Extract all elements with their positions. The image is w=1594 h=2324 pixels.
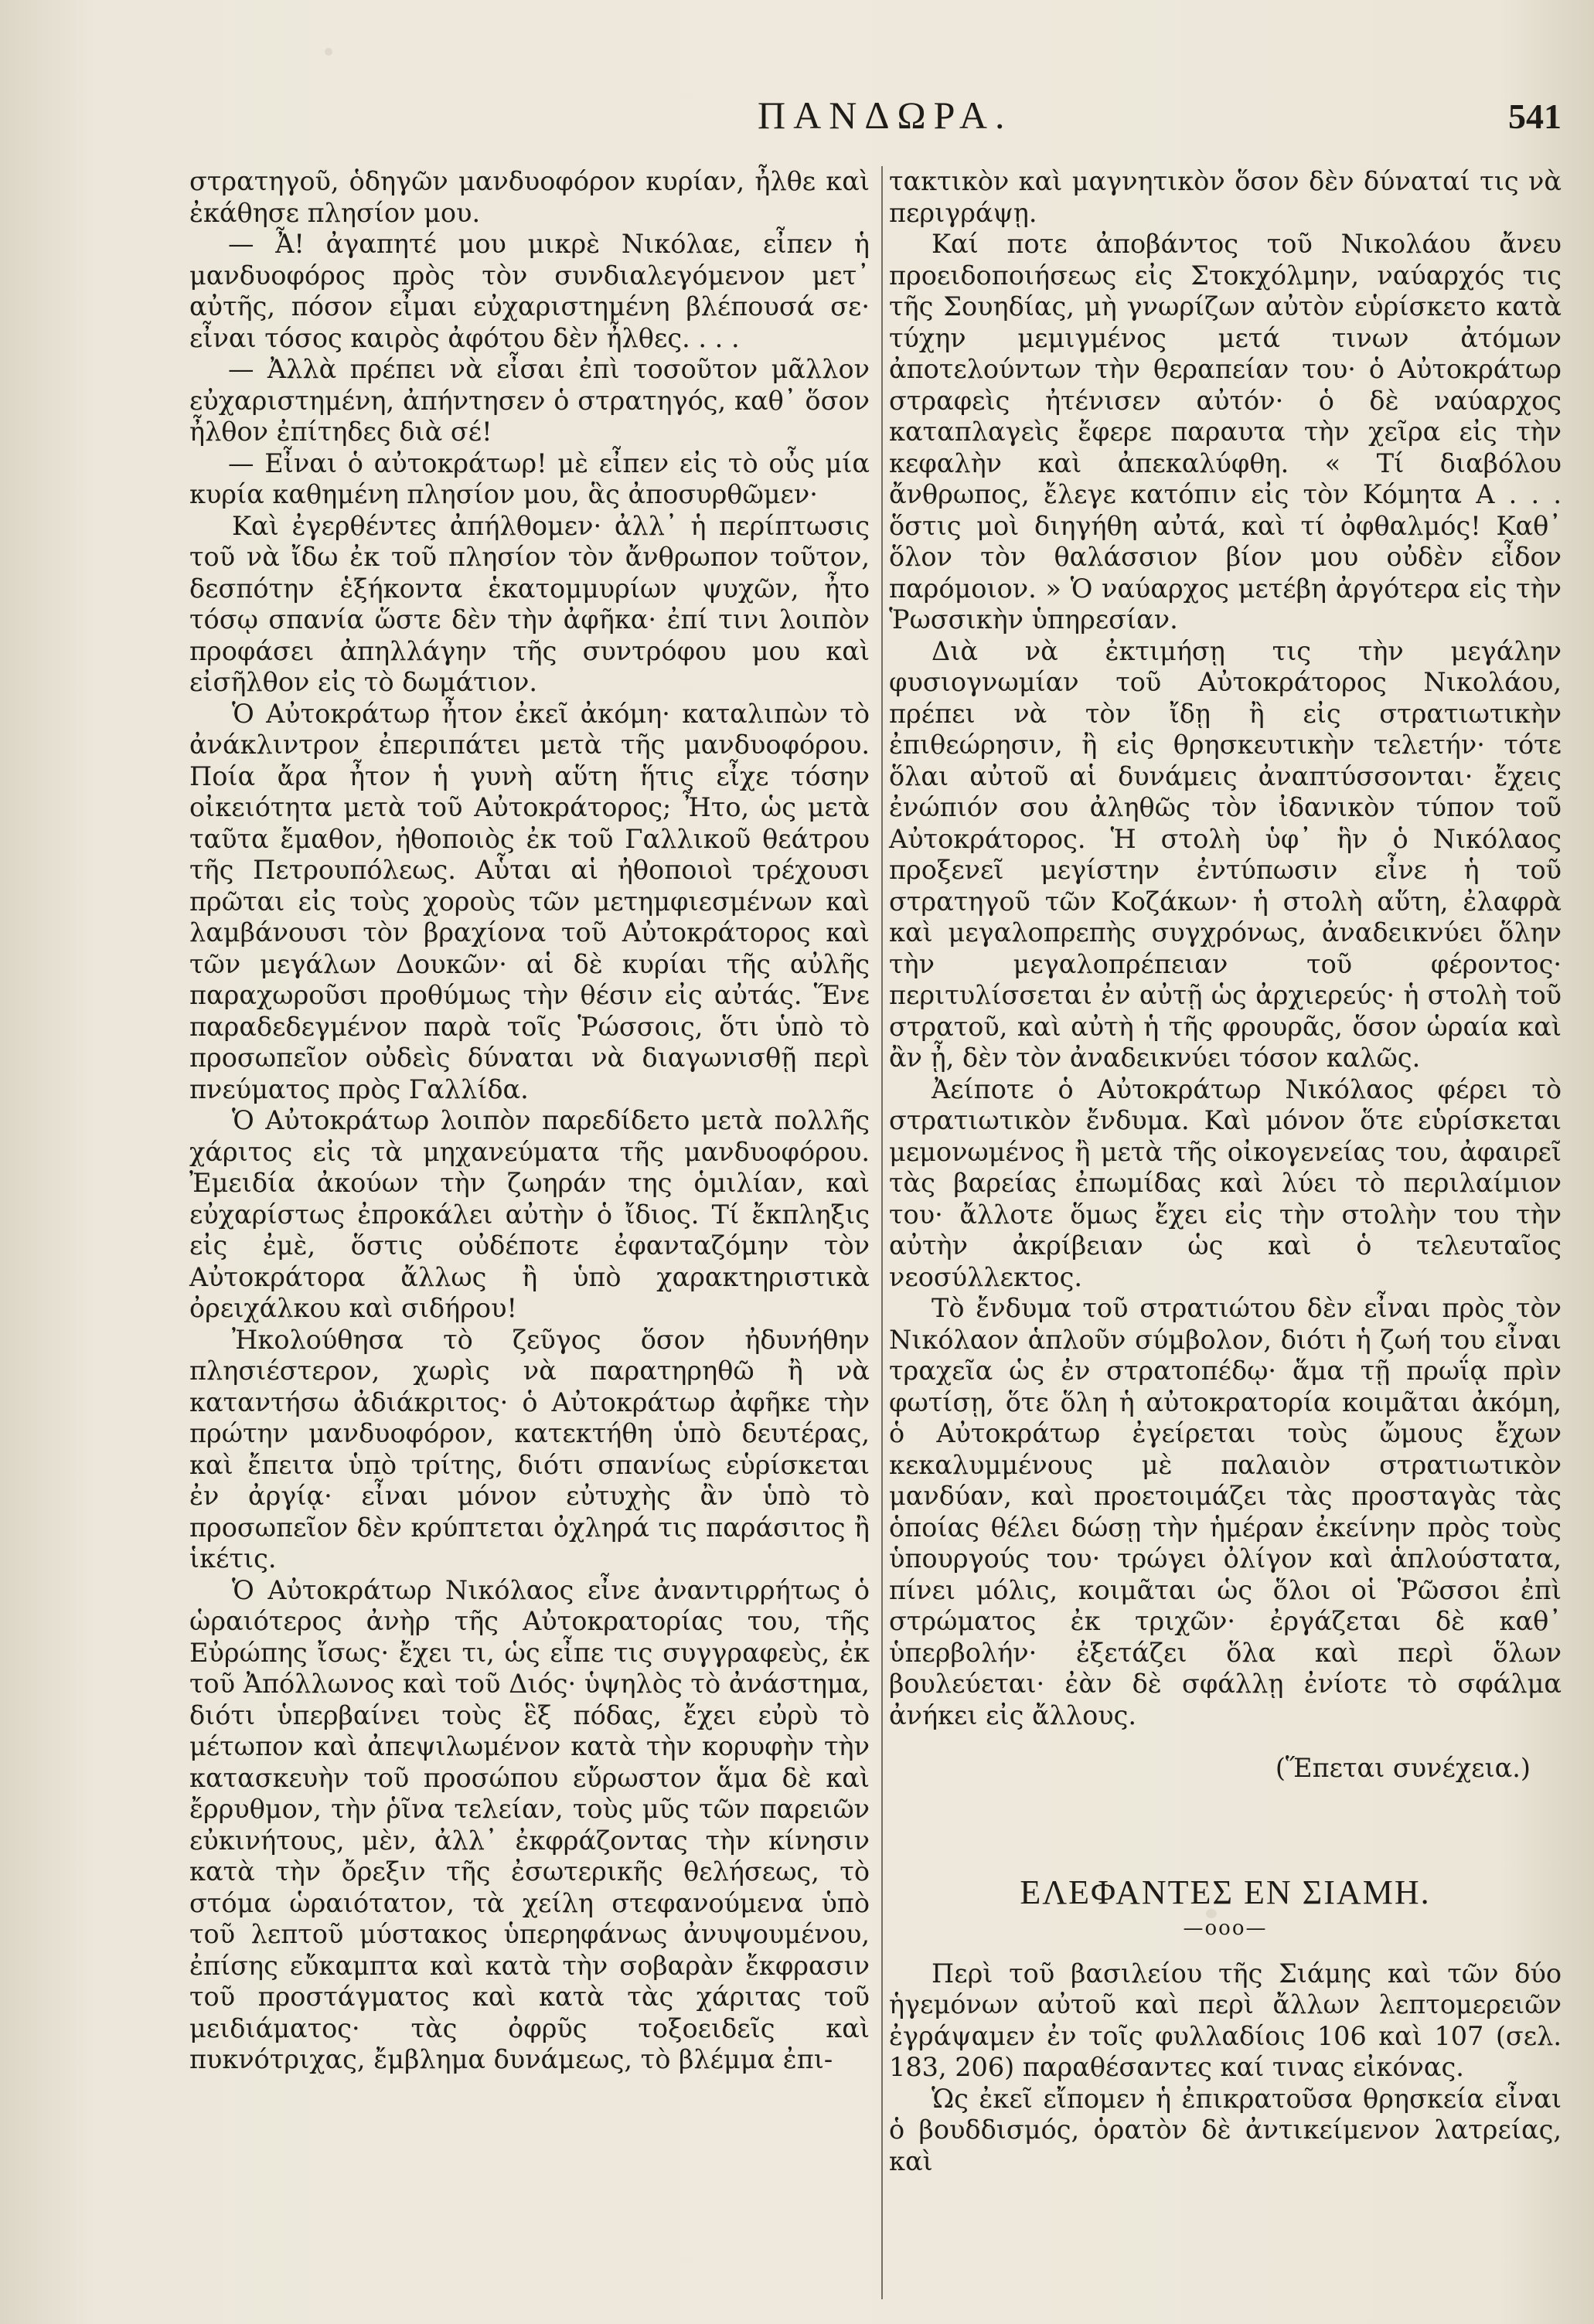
paragraph: Ὁ Αὐτοκράτωρ λοιπὸν παρεδίδετο μετὰ πολλῆς χάριτος εἰς τὰ μηχανεύματα τῆς μανδυοφόρου. Ἐμειδία ἀκούων τὴν ζωηράν της ὁμιλίαν, καὶ εὐχαρίστως ἐπροκάλει αὐτὴν ὁ ἴδιος. Τί ἔκπληξις εἰς ἐμὲ, ὅστις οὐδέποτε ἐφανταζόμην τὸν Αὐτοκράτορα ἄλλως ἢ ὑπὸ χαρακτηριστικὰ ὀρειχάλκου καὶ σιδήρου! bbox=[189, 1105, 870, 1323]
paragraph: Ὡς ἐκεῖ εἴπομεν ἡ ἐπικρατοῦσα θρησκεία εἶναι ὁ βουδδισμός, ὁρατὸν δὲ ἀντικείμενον λατρείας, καὶ bbox=[889, 2083, 1562, 2176]
continued-note: (Ἕπεται συνέχεια.) bbox=[1275, 1753, 1531, 1783]
paragraph: Ἀείποτε ὁ Αὐτοκράτωρ Νικόλαος φέρει τὸ στρατιωτικὸν ἔνδυμα. Καὶ μόνον ὅτε εὑρίσκεται μεμονωμένος ἢ μετὰ τῆς οἰκογενείας του, ἀφαιρεῖ τὰς βαρείας ἐπωμίδας καὶ λύει τὸ περιλαίμιον του· ἄλλοτε ὅμως ἔχει εἰς τὴν στολὴν του τὴν αὐτὴν ἀκρίβειαν ὡς καὶ ὁ τελευταῖος νεοσύλλεκτος. bbox=[889, 1074, 1562, 1292]
paragraph: Καί ποτε ἀποβάντος τοῦ Νικολάου ἄνευ προειδοποιήσεως εἰς Στοκχόλμην, ναύαρχός τις τῆς Σουηδίας, μὴ γνωρίζων αὐτὸν εὑρίσκετο κατὰ τύχην μεμιγμένος μετά τινων ἀτόμων ἀποτελούντων τὴν θεραπείαν του· ὁ Αὐτοκράτωρ στραφεὶς ἠτένισεν αὐτόν· ὁ δὲ ναύαρχος καταπλαγεὶς ἔφερε παραυτα τὴν χεῖρα εἰς τὴν κεφαλὴν καὶ ἀπεκαλύφθη. « Τί διαβόλου ἄνθρωπος, ἔλεγε κατόπιν εἰς τὸν Κόμητα Α . . . ὅστις μοὶ διηγήθη αὐτά, καὶ τί ὀφθαλμός! Καθ᾽ ὅλον τὸν θαλάσσιον βίον μου οὐδὲν εἶδον παρόμοιον. » Ὁ ναύαρχος μετέβη ἀργότερα εἰς τὴν Ῥωσσικὴν ὑπηρεσίαν. bbox=[889, 229, 1562, 635]
paragraph: Ὁ Αὐτοκράτωρ ἦτον ἐκεῖ ἀκόμη· καταλιπὼν τὸ ἀνάκλιντρον ἐπεριπάτει μετὰ τῆς μανδυοφόρου. Ποία ἄρα ἦτον ἡ γυνὴ αὕτη ἥτις εἶχε τόσην οἰκειότητα μετὰ τοῦ Αὐτοκράτορος; Ἦτο, ὡς μετὰ ταῦτα ἔμαθον, ἠθοποιὸς ἐκ τοῦ Γαλλικοῦ θεάτρου τῆς Πετρουπόλεως. Αὗται αἱ ἠθοποιοὶ τρέχουσι πρῶται εἰς τοὺς χοροὺς τῶν μετημφιεσμένων καὶ λαμβάνουσι τὸν βραχίονα τοῦ Αὐτοκράτορος καὶ τῶν μεγάλων Δουκῶν· αἱ δὲ κυρίαι τῆς αὐλῆς παραχωροῦσι προθύμως τὴν θέσιν εἰς αὐτάς. Ἕνε παραδεδεγμένον παρὰ τοῖς Ῥώσσοις, ὅτι ὑπὸ τὸ προσωπεῖον οὐδεὶς δύναται νὰ διαγωνισθῇ περὶ πνεύματος πρὸς Γαλλίδα. bbox=[189, 698, 870, 1104]
paragraph: Διὰ νὰ ἐκτιμήσῃ τις τὴν μεγάλην φυσιογνωμίαν τοῦ Αὐτοκράτορος Νικολάου, πρέπει νὰ τὸν ἴδῃ ἢ εἰς στρατιωτικὴν ἐπιθεώρησιν, ἢ εἰς θρησκευτικὴν τελετήν· τότε ὅλαι αὐτοῦ αἱ δυνάμεις ἀναπτύσσονται· ἔχεις ἐνώπιόν σου ἀληθῶς τὸν ἰδανικὸν τύπον τοῦ Αὐτοκράτορος. Ἡ στολὴ ὑφ᾽ ἣν ὁ Νικόλαος προξενεῖ μεγίστην ἐντύπωσιν εἶνε ἡ τοῦ στρατηγοῦ τῶν Κοζάκων· ἡ στολὴ αὕτη, ἐλαφρὰ καὶ μεγαλοπρεπὴς συγχρόνως, ἀναδεικνύει ὅλην τὴν μεγαλοπρέπειαν τοῦ φέροντος· περιτυλίσσεται ἐν αὐτῇ ὡς ἀρχιερεύς· ἡ στολὴ τοῦ στρατοῦ, καὶ αὐτὴ ἡ τῆς φρουρᾶς, ὅσον ὡραία καὶ ἂν ᾖ, δὲν τὸν ἀναδεικνύει τόσον καλῶς. bbox=[889, 635, 1562, 1073]
paragraph: Καὶ ἐγερθέντες ἀπήλθομεν· ἀλλ᾽ ἡ περίπτωσις τοῦ νὰ ἴδω ἐκ τοῦ πλησίον τὸν ἄνθρωπον τοῦτον, δεσπότην ἑξήκοντα ἑκατομμυρίων ψυχῶν, ἦτο τόσῳ σπανία ὥστε δὲν τὴν ἀφῆκα· ἐπί τινι λοιπὸν προφάσει ἀπηλλάγην τῆς συντρόφου μου καὶ εἰσῆλθον εἰς τὸ δωμάτιον. bbox=[189, 510, 870, 697]
paragraph: — Ἆ! ἀγαπητέ μου μικρὲ Νικόλαε, εἶπεν ἡ μανδυοφόρος πρὸς τὸν συνδιαλεγόμενον μετ᾽ αὐτῆς, πόσον εἶμαι εὐχαριστημένη βλέπουσά σε· εἶναι τόσος καιρὸς ἀφότου δὲν ἦλθες. . . . bbox=[189, 229, 870, 353]
paragraph: Ἠκολούθησα τὸ ζεῦγος ὅσον ἠδυνήθην πλησιέστερον, χωρὶς νὰ παρατηρηθῶ ἢ νὰ καταντήσω ἀδιάκριτος· ὁ Αὐτοκράτωρ ἀφῆκε τὴν πρώτην μανδυοφόρον, κατεκτήθη ὑπὸ δευτέρας, καὶ ἔπειτα ὑπὸ τρίτης, διότι σπανίως εὑρίσκεται ἐν ἀργίᾳ· εἶναι μόνον εὐτυχὴς ἂν ὑπὸ τὸ προσωπεῖον δὲν κρύπτεται ὀχληρά τις παράσιτος ἢ ἱκέτις. bbox=[189, 1324, 870, 1574]
section-separator: —ooo— bbox=[1183, 1917, 1268, 1940]
page-number: 541 bbox=[1508, 97, 1562, 136]
running-title: ΠΑΝΔΩΡΑ. bbox=[758, 94, 1013, 137]
paragraph: τακτικὸν καὶ μαγνητικὸν ὅσον δὲν δύναταί τις νὰ περιγράψῃ. bbox=[889, 166, 1562, 228]
right-column bbox=[889, 166, 1562, 2177]
paragraph: Περὶ τοῦ βασιλείου τῆς Σιάμης καὶ τῶν δύο ἡγεμόνων αὐτοῦ καὶ περὶ ἄλλων λεπτομερειῶν ἐγράψαμεν ἐν τοῖς φυλλαδίοις 106 καὶ 107 (σελ. 183, 206) παραθέσαντες καί τινας εἰκόνας. bbox=[889, 1958, 1562, 2082]
left-column bbox=[189, 166, 870, 2076]
paragraph: Τὸ ἔνδυμα τοῦ στρατιώτου δὲν εἶναι πρὸς τὸν Νικόλαον ἁπλοῦν σύμβολον, διότι ἡ ζωή του εἶναι τραχεῖα ὡς ἐν στρατοπέδῳ· ἅμα τῇ πρωΐᾳ πρὶν φωτίσῃ, ὅτε ὅλη ἡ αὐτοκρατορία κοιμᾶται ἀκόμη, ὁ Αὐτοκράτωρ ἐγείρεται τοὺς ὤμους ἔχων κεκαλυμμένους μὲ παλαιὸν στρατιωτικὸν μανδύαν, καὶ προετοιμάζει τὰς προσταγὰς τὰς ὁποίας θέλει δώσῃ τὴν ἡμέραν ἐκείνην πρὸς τοὺς ὑπουργούς του· τρώγει ὀλίγον καὶ ἁπλούστατα, πίνει μόλις, κοιμᾶται ὡς ὅλοι οἱ Ῥῶσσοι ἐπὶ στρώματος ἐκ τριχῶν· ἐργάζεται δὲ καθ᾽ ὑπερβολήν· ἐξετάζει ὅλα καὶ περὶ ὅλων βουλεύεται· ἐὰν δὲ σφάλλῃ ἐνίοτε τὸ σφάλμα ἀνήκει εἰς ἄλλους. bbox=[889, 1293, 1562, 1730]
column-divider bbox=[881, 166, 883, 2299]
section-title: ΕΛΕΦΑΝΤΕΣ ΕΝ ΣΙΑΜΗ. bbox=[1020, 1873, 1431, 1911]
page-header bbox=[186, 93, 1562, 147]
paragraph: Ὁ Αὐτοκράτωρ Νικόλαος εἶνε ἀναντιρρήτως ὁ ὡραιότερος ἀνὴρ τῆς Αὐτοκρατορίας του, τῆς Εὐρώπης ἴσως· ἔχει τι, ὡς εἶπε τις συγγραφεὺς, ἐκ τοῦ Ἀπόλλωνος καὶ τοῦ Διός· ὑψηλὸς τὸ ἀνάστημα, διότι ὑπερβαίνει τοὺς ἓξ πόδας, ἔχει εὐρὺ τὸ μέτωπον καὶ ἀπεψιλωμένον κατὰ τὴν κορυφὴν τὴν κατασκευὴν τοῦ προσώπου εὔρωστον ἅμα δὲ καὶ ἔρρυθμον, τὴν ῥῖνα τελείαν, τοὺς μῦς τῶν παρειῶν εὐκινήτους, μὲν, ἀλλ᾽ ἐκφράζοντας τὴν κίνησιν κατὰ τὴν ὄρεξιν τῆς ἐσωτερικῆς θελήσεως, τὸ στόμα ὡραιότατον, τὰ χείλη στεφανούμενα ὑπὸ τοῦ λεπτοῦ μύστακος ὑπερηφάνως ἀνυψουμένου, ἐπίσης εὔκαμπτα καὶ κατὰ τὴν σοβαρὰν ἔκφρασιν τοῦ προστάγματος καὶ κατὰ τὰς χάριτας τοῦ μειδιάματος· τὰς ὀφρῦς τοξοειδεῖς καὶ πυκνότριχας, ἔμβλημα δυνάμεως, τὸ βλέμμα ἐπι- bbox=[189, 1574, 870, 2074]
paragraph: — Ἀλλὰ πρέπει νὰ εἶσαι ἐπὶ τοσοῦτον μᾶλλον εὐχαριστημένη, ἀπήντησεν ὁ στρατηγός, καθ᾽ ὅσον ἦλθον ἐπίτηδες διὰ σέ! bbox=[189, 354, 870, 447]
paragraph: — Εἶναι ὁ αὐτοκράτωρ! μὲ εἶπεν εἰς τὸ οὖς μία κυρία καθημένη πλησίον μου, ἃς ἀποσυρθῶμεν· bbox=[189, 447, 870, 509]
ink-speck bbox=[325, 48, 332, 56]
paragraph: στρατηγοῦ, ὁδηγῶν μανδυοφόρον κυρίαν, ἦλθε καὶ ἐκάθησε πλησίον μου. bbox=[189, 166, 870, 228]
